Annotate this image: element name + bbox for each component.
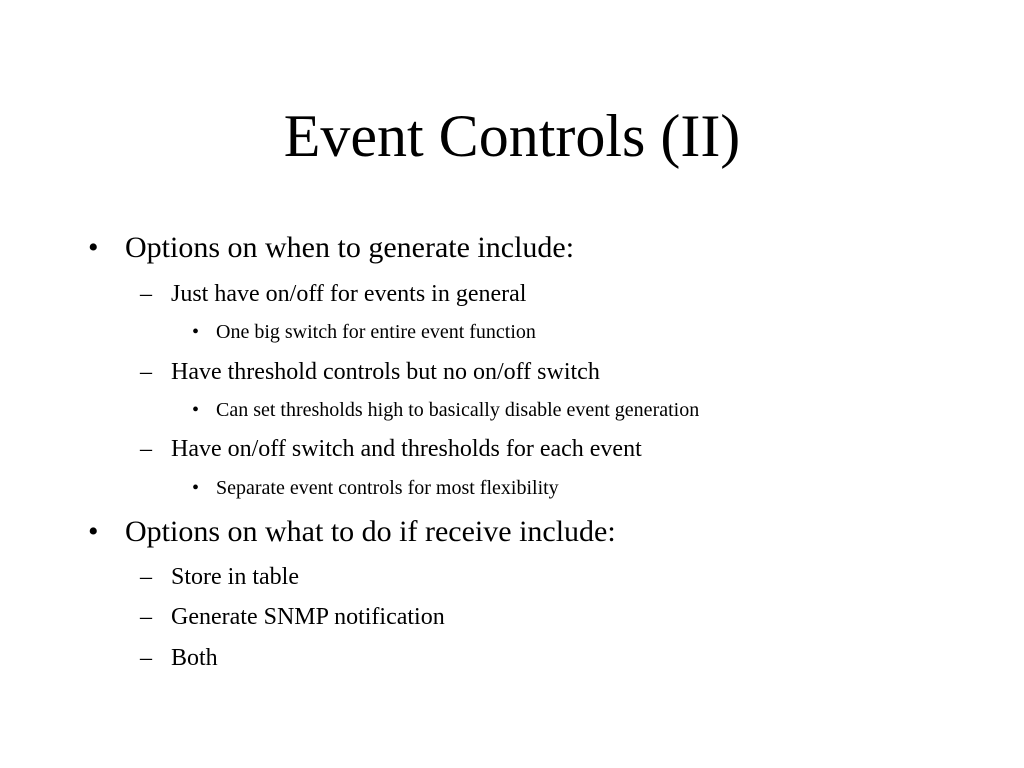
sub-sub-item-text: Can set thresholds high to basically disable event generation: [216, 399, 700, 421]
dash-marker: –: [140, 564, 152, 590]
dash-marker: –: [140, 359, 152, 385]
slide-title: Event Controls (II): [283, 103, 741, 169]
sub-item-text: Generate SNMP notification: [171, 604, 445, 630]
bullet-marker: •: [192, 321, 200, 343]
sub-item-text: Just have on/off for events in general: [171, 281, 527, 307]
sub-item-text: Both: [171, 645, 218, 671]
dash-marker: –: [140, 604, 152, 630]
sub-item-text: Store in table: [171, 564, 299, 590]
bullet-marker: •: [192, 399, 200, 421]
bullet-text: Options on what to do if receive include:: [125, 515, 616, 548]
bullet-marker: •: [88, 515, 99, 548]
bullet-marker: •: [88, 231, 99, 264]
sub-item-text: Have on/off switch and thresholds for each event: [171, 436, 642, 462]
sub-sub-item-text: One big switch for entire event function: [216, 321, 536, 343]
sub-item-text: Have threshold controls but no on/off switch: [171, 359, 600, 385]
dash-marker: –: [140, 281, 152, 307]
dash-marker: –: [140, 645, 152, 671]
sub-sub-item-text: Separate event controls for most flexibility: [216, 477, 559, 499]
bullet-marker: •: [192, 477, 200, 499]
bullet-text: Options on when to generate include:: [125, 231, 575, 264]
dash-marker: –: [140, 436, 152, 462]
